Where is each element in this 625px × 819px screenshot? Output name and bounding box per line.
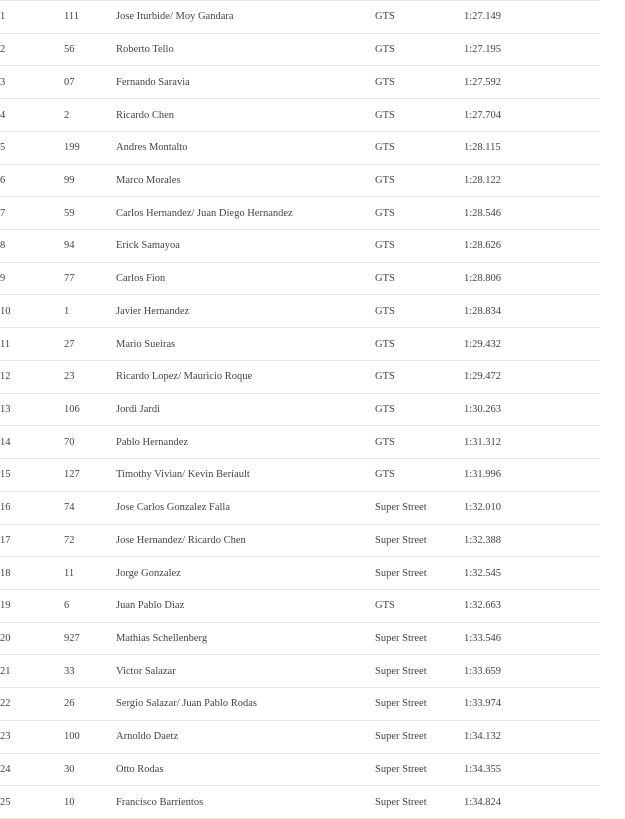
driver-cell: Juan Pablo Diaz [116, 589, 375, 622]
driver-cell: Timothy Vivian/ Kevin Beriault [116, 459, 375, 492]
lap-time-cell: 1:31.312 [464, 426, 600, 459]
lap-time-cell: 1:31.996 [464, 459, 600, 492]
car-number-cell: 6 [64, 589, 116, 622]
lap-time-cell: 1:34.355 [464, 753, 600, 786]
driver-cell: Ricardo Lopez/ Mauricio Roque [116, 360, 375, 393]
position-cell: 23 [0, 720, 64, 753]
class-cell: Super Street [375, 557, 464, 590]
class-cell: GTS [375, 589, 464, 622]
table-row [0, 557, 600, 590]
class-cell: GTS [375, 164, 464, 197]
lap-time-cell: 1:28.122 [464, 164, 600, 197]
lap-time-cell: 1:33.659 [464, 655, 600, 688]
lap-time-cell: 1:32.663 [464, 589, 600, 622]
driver-cell: Ricardo Chen [116, 99, 375, 132]
position-cell: 13 [0, 393, 64, 426]
driver-cell: Jose Hernandez/ Ricardo Chen [116, 524, 375, 557]
car-number-cell: 100 [64, 720, 116, 753]
driver-cell: Marco Morales [116, 164, 375, 197]
class-cell: Super Street [375, 655, 464, 688]
car-number-cell: 199 [64, 131, 116, 164]
table-row [0, 197, 600, 230]
position-cell: 25 [0, 786, 64, 819]
lap-time-cell: 1:27.149 [464, 1, 600, 34]
lap-time-cell: 1:27.195 [464, 33, 600, 66]
class-cell: GTS [375, 197, 464, 230]
table-row [0, 688, 600, 721]
driver-cell: Jorge Gonzalez [116, 557, 375, 590]
table-row [0, 524, 600, 557]
position-cell: 17 [0, 524, 64, 557]
driver-cell: Fernando Saravia [116, 66, 375, 99]
lap-time-cell: 1:29.432 [464, 328, 600, 361]
position-cell: 7 [0, 197, 64, 230]
class-cell: GTS [375, 459, 464, 492]
position-cell: 12 [0, 360, 64, 393]
lap-time-cell: 1:34.132 [464, 720, 600, 753]
driver-cell: Jose Iturbide/ Moy Gandara [116, 1, 375, 34]
driver-cell: Carlos Hernandez/ Juan Diego Hernandez [116, 197, 375, 230]
table-row [0, 328, 600, 361]
table-row [0, 459, 600, 492]
driver-cell: Jose Carlos Gonzalez Falla [116, 491, 375, 524]
car-number-cell: 1 [64, 295, 116, 328]
position-cell: 16 [0, 491, 64, 524]
driver-cell: Francisco Barrientos [116, 786, 375, 819]
position-cell: 6 [0, 164, 64, 197]
car-number-cell: 72 [64, 524, 116, 557]
car-number-cell: 77 [64, 262, 116, 295]
class-cell: GTS [375, 360, 464, 393]
lap-time-cell: 1:34.824 [464, 786, 600, 819]
driver-cell: Roberto Tello [116, 33, 375, 66]
class-cell: Super Street [375, 622, 464, 655]
lap-time-cell: 1:32.545 [464, 557, 600, 590]
class-cell: GTS [375, 393, 464, 426]
table-row [0, 393, 600, 426]
table-row [0, 360, 600, 393]
car-number-cell: 74 [64, 491, 116, 524]
car-number-cell: 111 [64, 1, 116, 34]
table-row [0, 720, 600, 753]
car-number-cell: 106 [64, 393, 116, 426]
lap-time-cell: 1:33.974 [464, 688, 600, 721]
class-cell: GTS [375, 99, 464, 132]
lap-time-cell: 1:28.806 [464, 262, 600, 295]
table-row [0, 589, 600, 622]
car-number-cell: 30 [64, 753, 116, 786]
car-number-cell: 27 [64, 328, 116, 361]
driver-cell: Mario Sueiras [116, 328, 375, 361]
car-number-cell: 33 [64, 655, 116, 688]
lap-time-cell: 1:28.546 [464, 197, 600, 230]
position-cell: 14 [0, 426, 64, 459]
table-row [0, 164, 600, 197]
position-cell: 22 [0, 688, 64, 721]
driver-cell: Carlos Fion [116, 262, 375, 295]
driver-cell: Pablo Hernandez [116, 426, 375, 459]
table-row [0, 66, 600, 99]
class-cell: Super Street [375, 524, 464, 557]
lap-time-cell: 1:33.546 [464, 622, 600, 655]
car-number-cell: 56 [64, 33, 116, 66]
car-number-cell: 99 [64, 164, 116, 197]
lap-time-cell: 1:28.834 [464, 295, 600, 328]
driver-cell: Erick Samayoa [116, 230, 375, 263]
class-cell: Super Street [375, 786, 464, 819]
class-cell: Super Street [375, 753, 464, 786]
table-row [0, 655, 600, 688]
class-cell: GTS [375, 33, 464, 66]
class-cell: Super Street [375, 720, 464, 753]
position-cell: 10 [0, 295, 64, 328]
lap-time-cell: 1:29.472 [464, 360, 600, 393]
car-number-cell: 127 [64, 459, 116, 492]
position-cell: 21 [0, 655, 64, 688]
table-row [0, 786, 600, 819]
position-cell: 19 [0, 589, 64, 622]
position-cell: 9 [0, 262, 64, 295]
position-cell: 8 [0, 230, 64, 263]
car-number-cell: 11 [64, 557, 116, 590]
car-number-cell: 07 [64, 66, 116, 99]
position-cell: 15 [0, 459, 64, 492]
lap-time-cell: 1:32.388 [464, 524, 600, 557]
table-row [0, 426, 600, 459]
driver-cell: Javier Hernandez [116, 295, 375, 328]
position-cell: 2 [0, 33, 64, 66]
lap-time-cell: 1:30.263 [464, 393, 600, 426]
table-row [0, 262, 600, 295]
position-cell: 4 [0, 99, 64, 132]
class-cell: GTS [375, 66, 464, 99]
class-cell: Super Street [375, 688, 464, 721]
car-number-cell: 2 [64, 99, 116, 132]
class-cell: GTS [375, 328, 464, 361]
lap-time-cell: 1:28.626 [464, 230, 600, 263]
position-cell: 20 [0, 622, 64, 655]
table-row [0, 99, 600, 132]
driver-cell: Victor Salazar [116, 655, 375, 688]
driver-cell: Arnoldo Daetz [116, 720, 375, 753]
position-cell: 1 [0, 1, 64, 34]
position-cell: 24 [0, 753, 64, 786]
lap-time-cell: 1:27.592 [464, 66, 600, 99]
position-cell: 3 [0, 66, 64, 99]
lap-time-cell: 1:28.115 [464, 131, 600, 164]
driver-cell: Sergio Salazar/ Juan Pablo Rodas [116, 688, 375, 721]
table-row [0, 622, 600, 655]
class-cell: GTS [375, 1, 464, 34]
table-row [0, 1, 600, 34]
class-cell: Super Street [375, 491, 464, 524]
driver-cell: Andres Montalto [116, 131, 375, 164]
table-row [0, 230, 600, 263]
car-number-cell: 59 [64, 197, 116, 230]
table-row [0, 753, 600, 786]
results-table-body [0, 1, 600, 819]
position-cell: 5 [0, 131, 64, 164]
table-row [0, 295, 600, 328]
class-cell: GTS [375, 262, 464, 295]
class-cell: GTS [375, 295, 464, 328]
class-cell: GTS [375, 131, 464, 164]
table-row [0, 33, 600, 66]
car-number-cell: 26 [64, 688, 116, 721]
car-number-cell: 94 [64, 230, 116, 263]
car-number-cell: 927 [64, 622, 116, 655]
driver-cell: Jordi Jardi [116, 393, 375, 426]
car-number-cell: 70 [64, 426, 116, 459]
driver-cell: Mathias Schellenberg [116, 622, 375, 655]
car-number-cell: 10 [64, 786, 116, 819]
class-cell: GTS [375, 230, 464, 263]
table-row [0, 491, 600, 524]
driver-cell: Otto Rodas [116, 753, 375, 786]
lap-time-cell: 1:27.704 [464, 99, 600, 132]
position-cell: 18 [0, 557, 64, 590]
class-cell: GTS [375, 426, 464, 459]
lap-time-cell: 1:32.010 [464, 491, 600, 524]
car-number-cell: 23 [64, 360, 116, 393]
table-row [0, 131, 600, 164]
position-cell: 11 [0, 328, 64, 361]
